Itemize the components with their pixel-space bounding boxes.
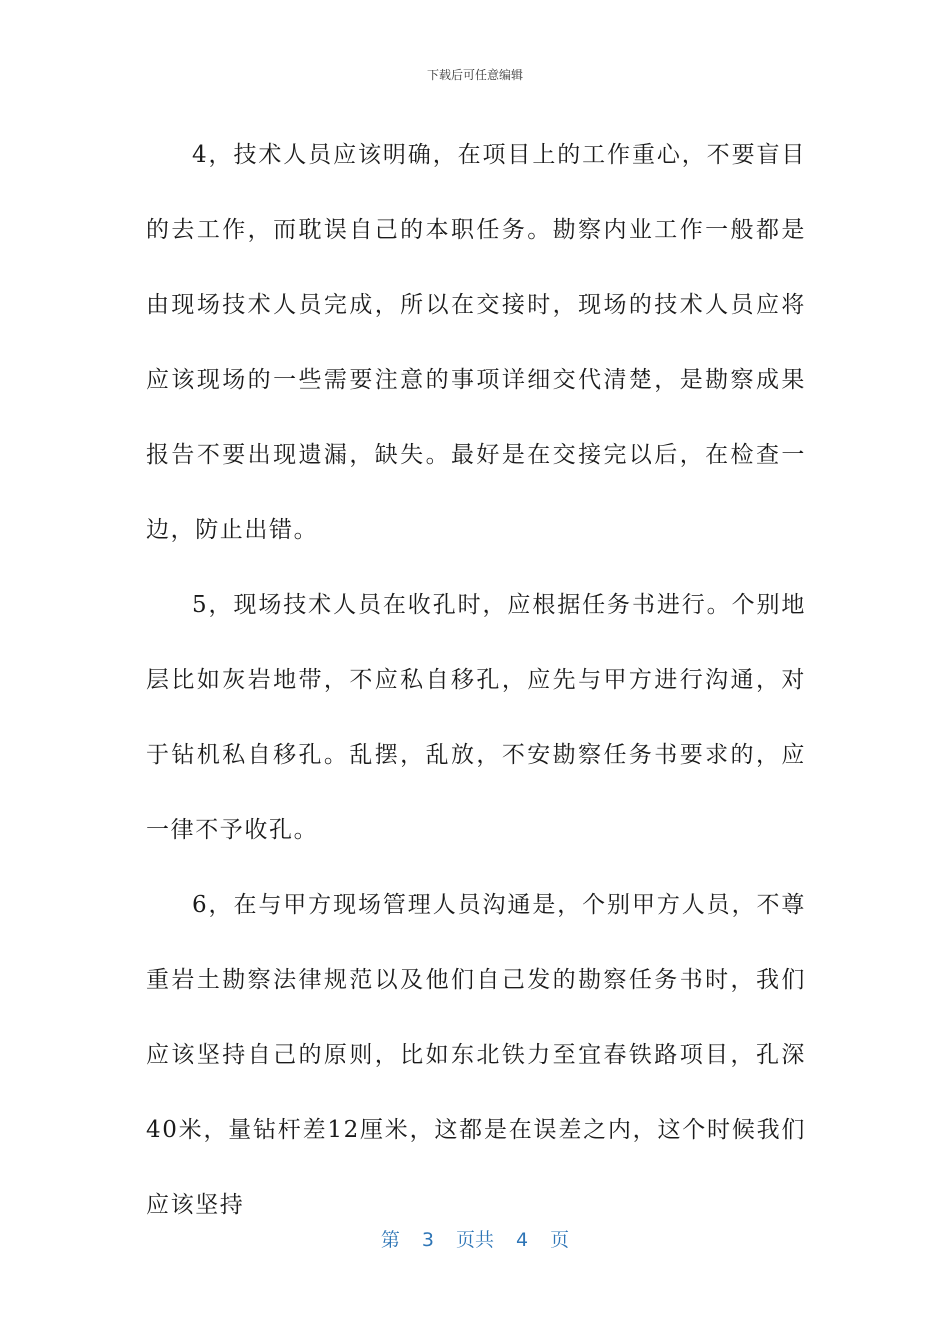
paragraph-6: 6，在与甲方现场管理人员沟通是，个别甲方人员，不尊重岩土勘察法律规范以及他们自己发的勘察任务书时，我们应该坚持自己的原则，比如东北铁力至宜春铁路项目，孔深40米，量钻杆差12厘米，这都是在误差之内，这个时候我们应该坚持 [146,892,806,1218]
total-pages-number: 4 [516,1229,529,1251]
page-prefix: 第 [380,1229,400,1251]
page-number-footer [0,1225,950,1252]
page-header-note: 下载后可任意编辑 [426,68,523,82]
current-page-number: 3 [421,1229,434,1251]
page-suffix: 页 [550,1229,570,1251]
paragraph-5: 5，现场技术人员在收孔时，应根据任务书进行。个别地层比如灰岩地带，不应私自移孔，应先与甲方进行沟通，对于钻机私自移孔。乱摆，乱放，不安勘察任务书要求的，应一律不予收孔。 [146,592,806,843]
document-body [146,118,806,1243]
paragraph-4: 4，技术人员应该明确，在项目上的工作重心，不要盲目的去工作，而耽误自己的本职任务。勘察内业工作一般都是由现场技术人员完成，所以在交接时，现场的技术人员应将应该现场的一些需要注意的事项详细交代清楚，是勘察成果报告不要出现遗漏，缺失。最好是在交接完以后，在检查一边，防止出错。 [146,142,806,543]
page-middle-text: 页共 [455,1229,494,1251]
